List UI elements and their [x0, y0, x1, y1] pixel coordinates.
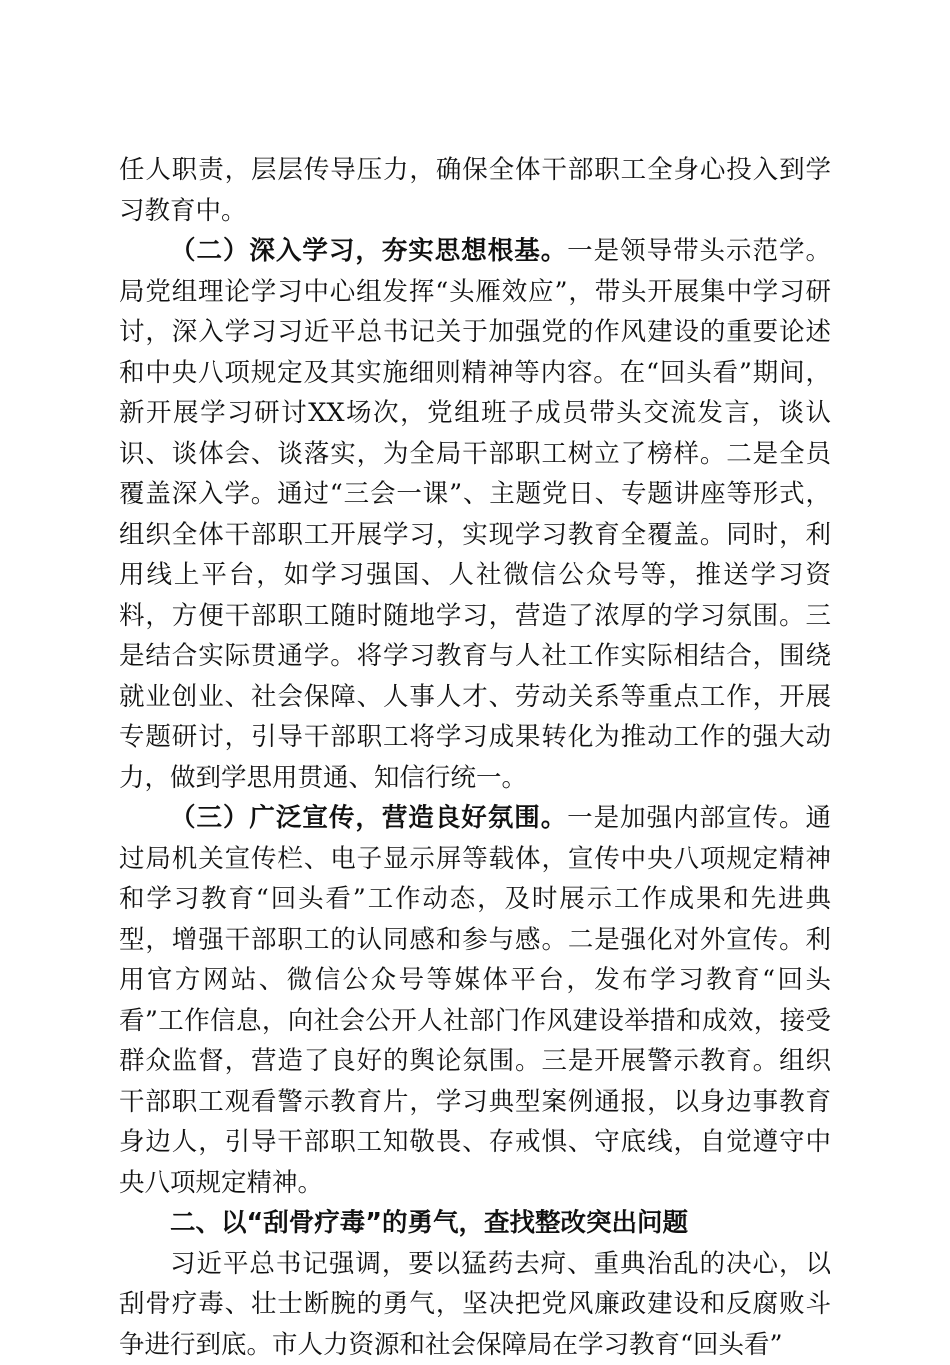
subsection-title-publicity: （三）广泛宣传，营造良好氛围。 — [170, 803, 567, 833]
paragraph-closing: 习近平总书记强调，要以猛药去疴、重典治乱的决心，以刮骨疗毒、壮士断腕的勇气，坚决把党风廉政建设和反腐败斗争进行到底。市人力资源和社会保障局在学习教育“回头看” — [119, 1244, 831, 1365]
subsection-title-deep-study: （二）深入学习，夯实思想根基。 — [170, 236, 567, 266]
document-page — [119, 150, 831, 1365]
paragraph-publicity — [119, 798, 831, 1203]
paragraph-continuation: 任人职责，层层传导压力，确保全体干部职工全身心投入到学习教育中。 — [119, 150, 831, 231]
paragraph-deep-study-body: 一是领导带头示范学。局党组理论学习中心组发挥“头雁效应”，带头开展集中学习研讨，深入学习习近平总书记关于加强党的作风建设的重要论述和中央八项规定及其实施细则精神等内容。在“回头看”期间，新开展学习研讨XX场次，党组班子成员带头交流发言，谈认识、谈体会、谈落实，为全局干部职工树立了榜样。二是全员覆盖深入学。通过“三会一课”、主题党日、专题讲座等形式，组织全体干部职工开展学习，实现学习教育全覆盖。同时，利用线上平台，如学习强国、人社微信公众号等，推送学习资料，方便干部职工随时随地学习，营造了浓厚的学习氛围。三是结合实际贯通学。将学习教育与人社工作实际相结合，围绕就业创业、社会保障、人事人才、劳动关系等重点工作，开展专题研讨，引导干部职工将学习成果转化为推动工作的强大动力，做到学思用贯通、知信行统一。 — [119, 236, 831, 793]
section-heading: 二、以“刮骨疗毒”的勇气，查找整改突出问题 — [119, 1203, 831, 1244]
paragraph-publicity-body: 一是加强内部宣传。通过局机关宣传栏、电子显示屏等载体，宣传中央八项规定精神和学习教育“回头看”工作动态，及时展示工作成果和先进典型，增强干部职工的认同感和参与感。二是强化对外宣传。利用官方网站、微信公众号等媒体平台，发布学习教育“回头看”工作信息，向社会公开人社部门作风建设举措和成效，接受群众监督，营造了良好的舆论氛围。三是开展警示教育。组织干部职工观看警示教育片，学习典型案例通报，以身边事教育身边人，引导干部职工知敬畏、存戒惧、守底线，自觉遵守中央八项规定精神。 — [119, 803, 831, 1198]
paragraph-deep-study — [119, 231, 831, 798]
